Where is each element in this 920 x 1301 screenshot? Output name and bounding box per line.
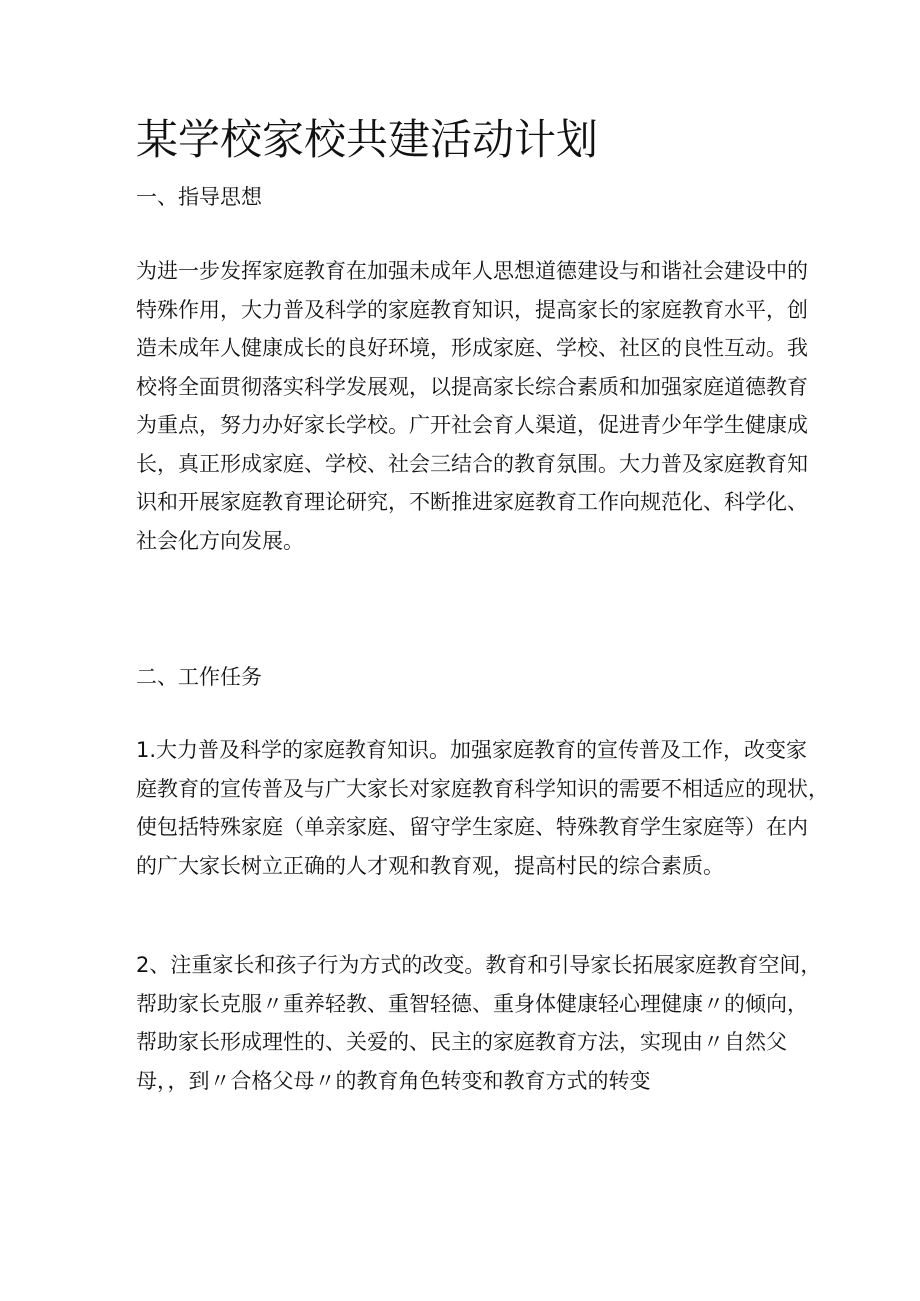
work-task-item-1: [136, 731, 829, 885]
section-heading-guiding-ideology: 一、指导思想: [136, 185, 262, 209]
paragraph-line: 校将全面贯彻落实科学发展观，以提高家长综合素质和加强家庭道德教育: [136, 374, 808, 399]
paragraph-line: 使包括特殊家庭（单亲家庭、留守学生家庭、特殊教育学生家庭等）在内: [136, 815, 808, 839]
paragraph-line: 母，，到〃合格父母〃的教育角色转变和教育方式的转变: [136, 1068, 651, 1093]
work-task-item-2: [136, 946, 822, 1100]
section-heading-work-tasks: 二、工作任务: [136, 665, 262, 689]
paragraph-line: 的广大家长树立正确的人才观和教育观，提高村民的综合素质。: [136, 853, 724, 878]
paragraph-line: 识和开展家庭教育理论研究，不断推进家庭教育工作向规范化、科学化、: [136, 490, 808, 514]
paragraph-line: 庭教育的宣传普及与广大家长对家庭教育科学知识的需要不相适应的现状，: [136, 776, 829, 801]
guiding-ideology-paragraph: [136, 252, 808, 560]
paragraph-line: 长，真正形成家庭、学校、社会三结合的教育氛围。大力普及家庭教育知: [136, 451, 808, 476]
paragraph-line: 帮助家长克服〃重养轻教、重智轻德、重身体健康轻心理健康〃的倾向，: [136, 991, 808, 1016]
paragraph-line: 社会化方向发展。: [136, 528, 304, 553]
paragraph-line: 为进一步发挥家庭教育在加强未成年人思想道德建设与和谐社会建设中的: [136, 259, 808, 283]
paragraph-line: 2、注重家长和孩子行为方式的改变。教育和引导家长拓展家庭教育空间，: [136, 953, 822, 977]
paragraph-line: 为重点，努力办好家长学校。广开社会育人渠道，促进青少年学生健康成: [136, 413, 808, 437]
paragraph-line: 特殊作用，大力普及科学的家庭教育知识，提高家长的家庭教育水平，创: [136, 297, 808, 322]
paragraph-line: 造未成年人健康成长的良好环境，形成家庭、学校、社区的良性互动。我: [136, 336, 808, 360]
paragraph-line: 1.大力普及科学的家庭教育知识。加强家庭教育的宣传普及工作，改变家: [136, 738, 808, 762]
document-title: 某学校家校共建活动计划: [136, 115, 599, 164]
paragraph-line: 帮助家长形成理性的、关爱的、民主的家庭教育方法，实现由〃自然父: [136, 1030, 787, 1054]
